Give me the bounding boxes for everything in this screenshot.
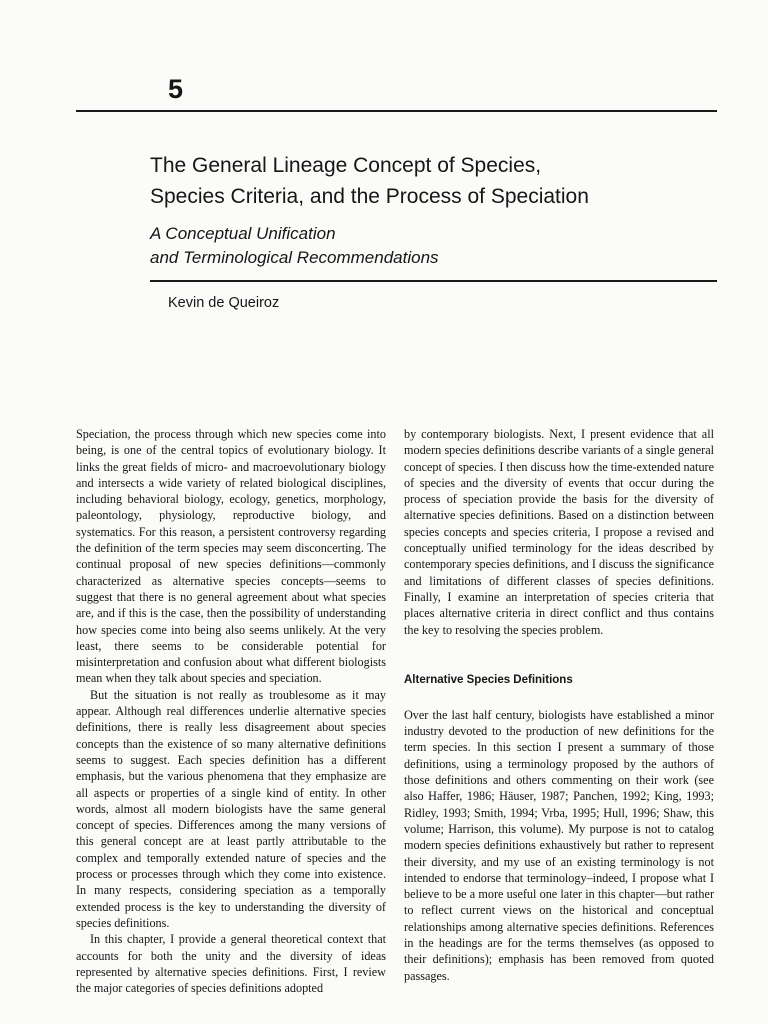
body-paragraph: by contemporary biologists. Next, I present evidence that all modern species definitions describe variants of a single general concept of species. I then discuss how the time-extended nature of species and the diversity of events that occur during the process of speciation provide the basis for the diversity of alternative species definitions. Based on a distinction between species concepts and species criteria, I propose a revised and conceptually unified terminology for the ideas described by contemporary species definitions, and I discuss the significance and limitations of different classes of species definitions. Finally, I examine an interpretation of species criteria that places alternative criteria in direct conflict and thus contains the key to resolving the species problem. xyxy=(404,427,715,637)
chapter-title-line-1: The General Lineage Concept of Species, xyxy=(150,154,542,177)
section-heading: Alternative Species Definitions xyxy=(404,673,573,686)
section-paragraph: Over the last half century, biologists have established a minor industry devoted to the production of new definitions for the term species. In this section I present a summary of those definitions, using a terminology proposed by the authors of those definitions and others commenting on their work (see also Haffer, 1986; Häuser, 1987; Panchen, 1992; King, 1993; Ridley, 1993; Smith, 1994; Vrba, 1995; Hull, 1996; Shaw, this volume; Harrison, this volume). My purpose is not to catalog modern species definitions exhaustively but rather to represent their diversity, and my use of an existing terminology is not intended to endorse that terminology–indeed, I propose what I believe to be a more useful one later in this chapter—but rather to reflect current views on the historical and conceptual relationships among alternative species definitions. References in the headings are for the terms themselves (as opposed to their definitions); emphasis has been removed from quoted passages. xyxy=(404,707,714,983)
chapter-title-line-2: Species Criteria, and the Process of Speciation xyxy=(150,185,589,208)
body-paragraph: In this chapter, I provide a general theoretical context that accounts for both the unity and the diversity of ideas represented by alternative species definitions. First, I review the major categories of species definitions adopted xyxy=(76,932,386,996)
left-column xyxy=(76,426,386,996)
chapter-subtitle-line-2: and Terminological Recommendations xyxy=(150,248,439,267)
right-column xyxy=(404,426,714,984)
chapter-title xyxy=(150,150,710,212)
chapter-subtitle xyxy=(150,222,710,270)
body-paragraph: But the situation is not really as troublesome as it may appear. Although real differences underlie alternative species definitions, there is really less disagreement about species concepts than the existence of so many alternative definitions seems to suggest. Each species definition has a different emphasis, but the various phenomena that they emphasize are all aspects or properties of a single kind of entity. In other words, almost all modern biologists have the same general concept of species. Differences among the many versions of this general concept are at least partly attributable to the complex and temporally extended nature of species and the process or processes through which they come into existence. In many respects, considering speciation as a temporally extended process is the key to understanding the diversity of species definitions. xyxy=(76,687,386,930)
chapter-subtitle-line-1: A Conceptual Unification xyxy=(150,224,336,243)
top-rule xyxy=(76,110,717,112)
title-rule xyxy=(150,280,717,282)
body-paragraph: Speciation, the process through which new species come into being, is one of the central topics of evolutionary biology. It links the great fields of micro- and macroevolutionary biology and intersects a wide variety of related biological disciplines, including behavioral biology, ecology, genetics, morphology, paleontology, physiology, reproductive biology, and systematics. For this reason, a persistent controversy regarding the definition of the term species may seem disconcerting. The continual proposal of new species definitions—commonly characterized as alternative species concepts—seems to suggest that there is no general agreement about what species are, and if this is the case, then the possibility of understanding how species come into being also seems unlikely. At the very least, there seems to be considerable potential for misinterpretation and confusion about what different biologists mean when they talk about species and speciation. xyxy=(76,427,386,686)
chapter-number: 5 xyxy=(168,74,184,104)
author-name: Kevin de Queiroz xyxy=(168,295,280,311)
